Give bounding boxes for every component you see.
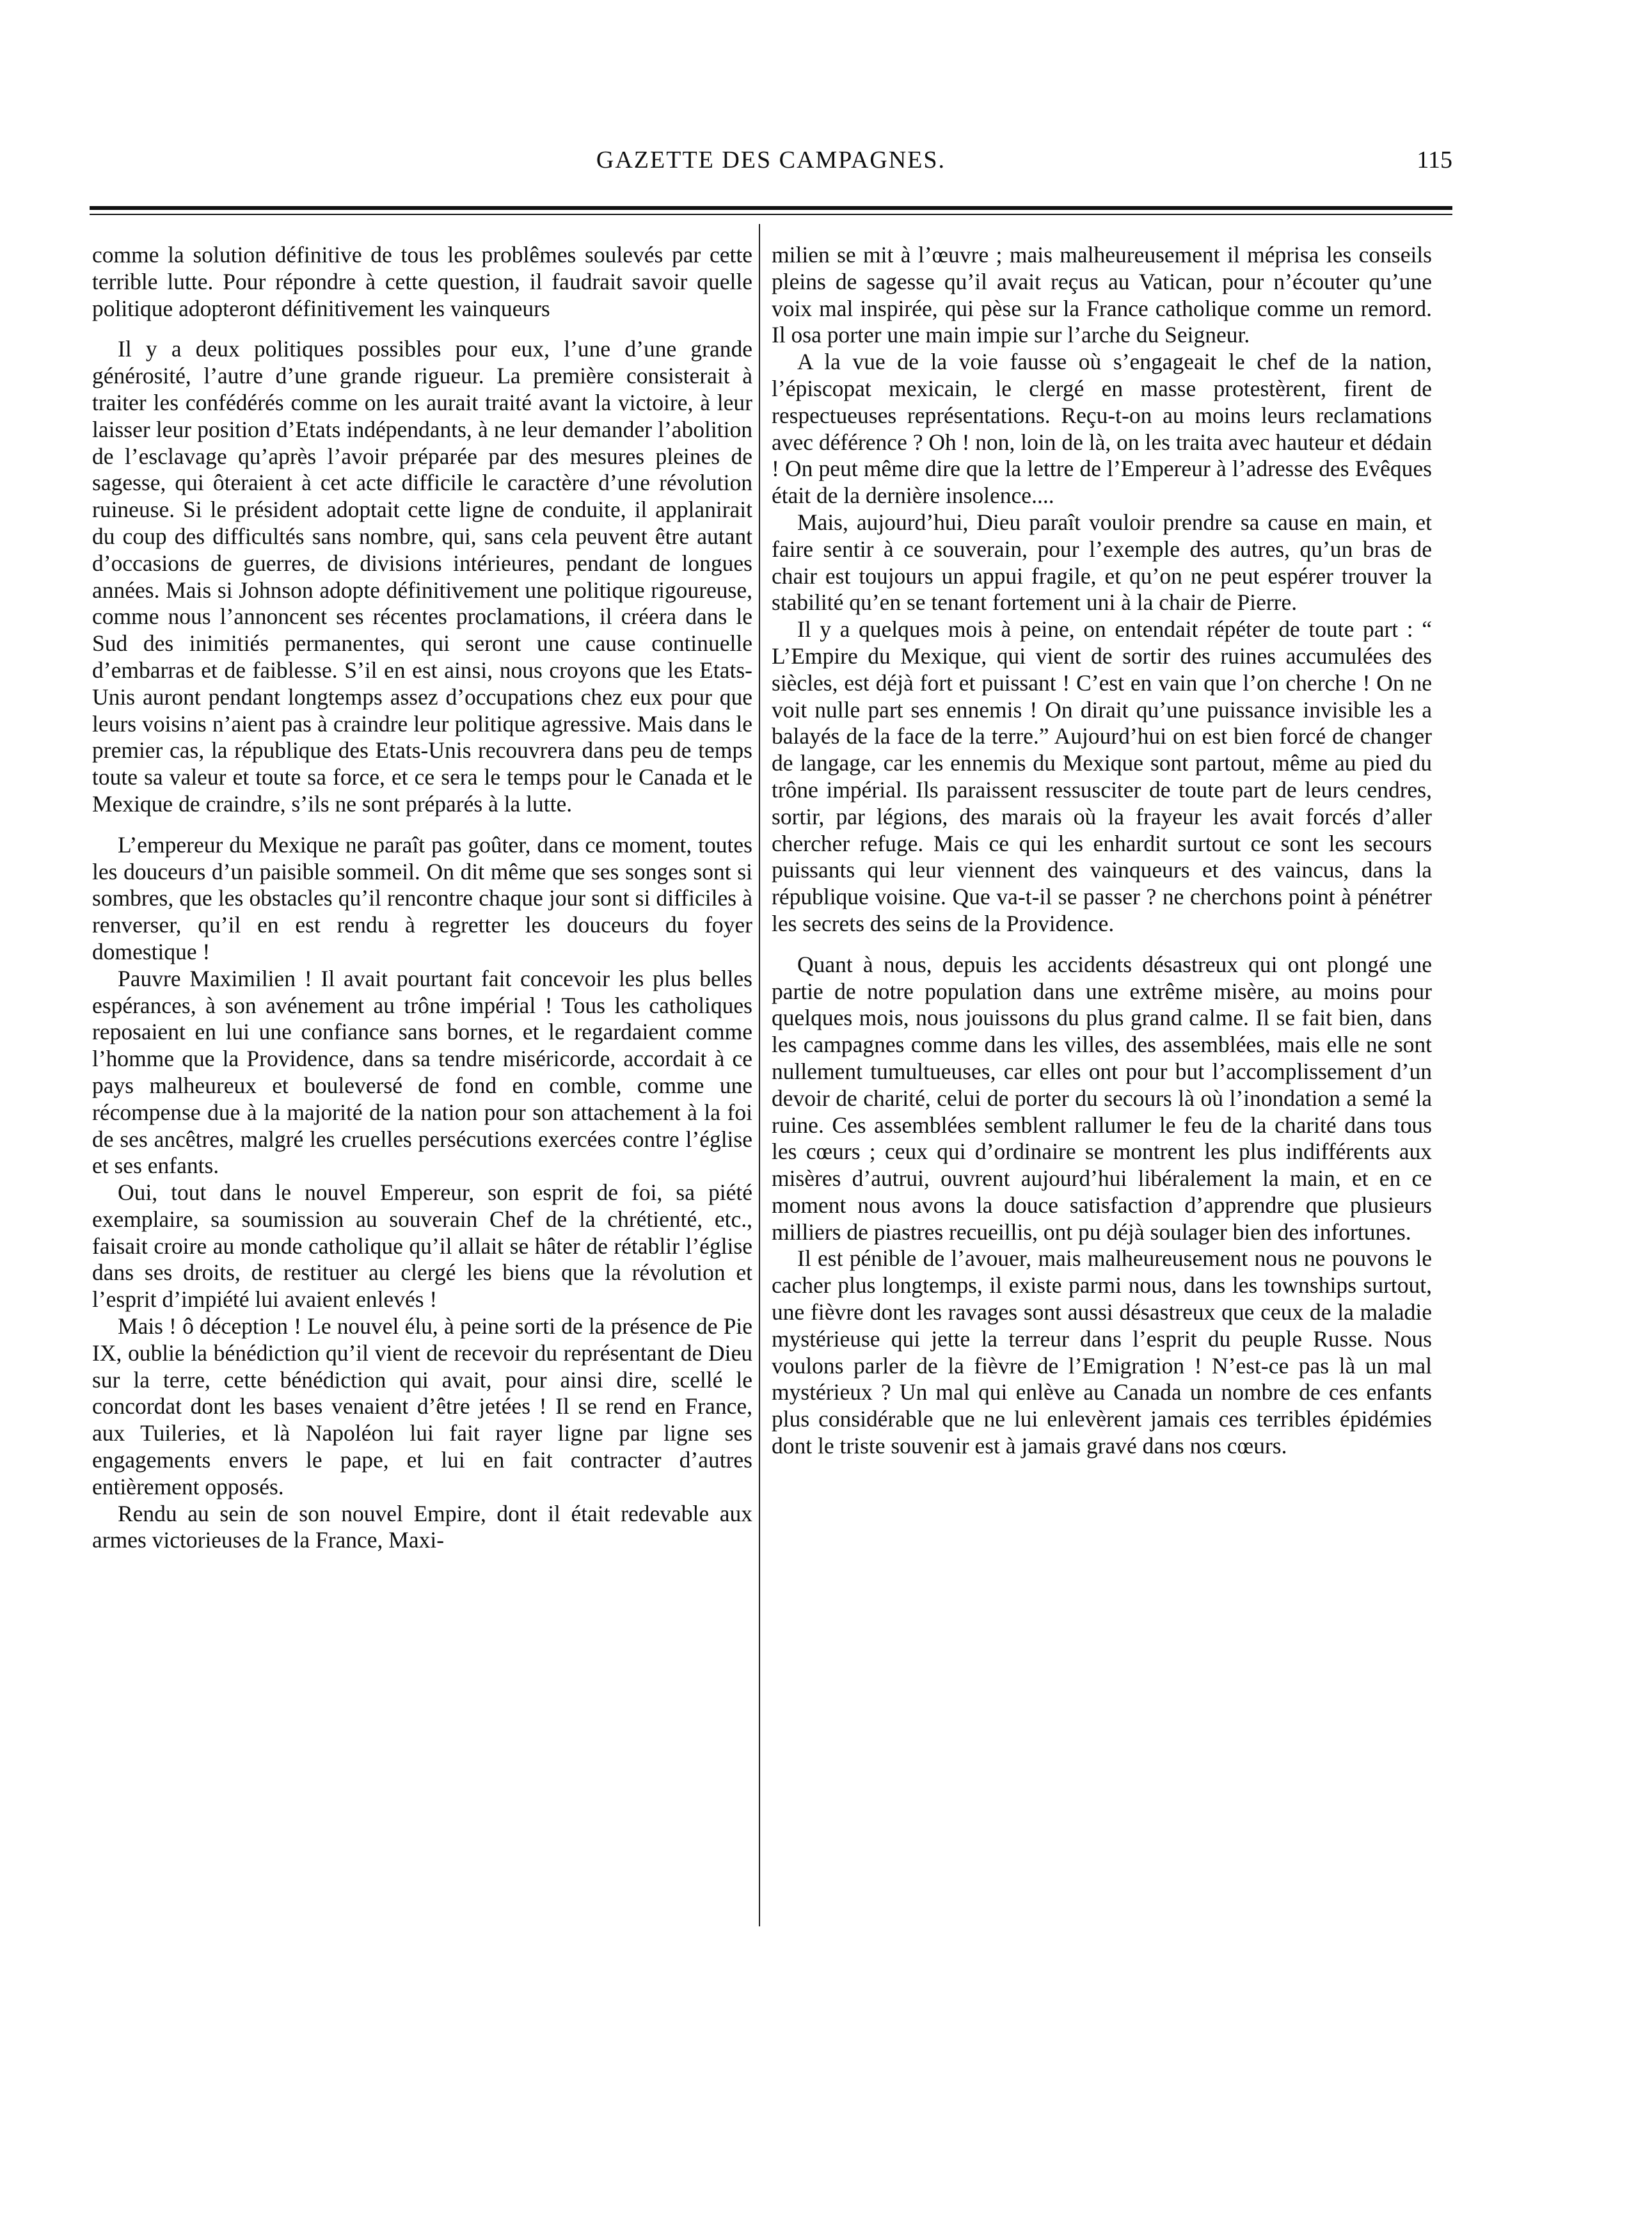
- paragraph: Quant à nous, depuis les accidents désastreux qui ont plongé une partie de notre population dans une extrême misère, au moins pour quelques mois, nous jouissons du plus grand calme. Il se fait bien, dans les campagnes comme dans les villes, des assemblées, mais elle ne sont nullement tumultueuses, car elles ont pour but l’accomplissement d’un devoir de charité, celui de porter du secours là où l’inondation a semé la ruine. Ces assemblées semblent rallumer le feu de la charité dans tous les cœurs ; ceux qui d’ordinaire se montrent les plus indifférents aux misères d’autrui, ouvrent aujourd’hui libéralement la main, et en ce moment nous avons la douce satisfaction d’apprendre que plusieurs milliers de piastres recueillis, ont pu déjà soulager bien des infortunes.: [772, 951, 1432, 1245]
- page-header: [90, 146, 1452, 184]
- paragraph: Mais ! ô déception ! Le nouvel élu, à peine sorti de la présence de Pie IX, oublie la bénédiction qu’il vient de recevoir du représentant de Dieu sur la terre, cette bénédiction qui avait, pour ainsi dire, scellé le concordat dont les bases venaient d’être jetées ! Il se rend en France, aux Tuileries, et là Napoléon lui fait rayer ligne par ligne ses engagements envers le pape, et lui en fait contracter d’autres entièrement opposés.: [92, 1313, 752, 1499]
- paragraph: A la vue de la voie fausse où s’engageait le chef de la nation, l’épiscopat mexicain, le clergé en masse protestèrent, firent de respectueuses représentations. Reçu-t-on au moins leurs reclamations avec déférence ? Oh ! non, loin de là, on les traita avec hauteur et dédain ! On peut même dire que la lettre de l’Empereur à l’adresse des Evêques était de la dernière insolence....: [772, 349, 1432, 509]
- paragraph: Rendu au sein de son nouvel Empire, dont il était redevable aux armes victorieuses de la France, Maxi-: [92, 1500, 752, 1553]
- paragraph: Oui, tout dans le nouvel Empereur, son esprit de foi, sa piété exemplaire, sa soumission au souverain Chef de la chrétienté, etc., faisait croire au monde catholique qu’il allait se hâter de rétablir l’église dans ses droits, de restituer au clergé les biens que la révolution et l’esprit d’impiété lui avaient enlevés !: [92, 1179, 752, 1313]
- paragraph: Il y a quelques mois à peine, on entendait répéter de toute part : “ L’Empire du Mexique, qui vient de sortir des ruines accumulées des siècles, est déjà fort et puissant ! C’est en vain que l’on cherche ! On ne voit nulle part ses ennemis ! On dirait qu’une puissance invisible les a balayés de la face de la terre.” Aujourd’hui on est bien forcé de changer de langage, car les ennemis du Mexique sont partout, même au pied du trône impérial. Ils paraissent ressusciter de toute part de leurs cendres, sortir, par légions, des marais où la frayeur les avait forcés d’aller chercher refuge. Mais ce qui les enhardit surtout ce sont les secours puissants qui leur viennent des vainqueurs et des vaincus, dans la république voisine. Que va-t-il se passer ? ne cherchons point à pénétrer les secrets des seins de la Providence.: [772, 616, 1432, 936]
- running-title: GAZETTE DES CAMPAGNES.: [596, 147, 946, 173]
- header-rule-thin: [90, 214, 1452, 215]
- paragraph: Mais, aujourd’hui, Dieu paraît vouloir prendre sa cause en main, et faire sentir à ce souverain, pour l’exemple des autres, qu’un bras de chair est toujours un appui fragile, et qu’on ne peut espérer trouver la stabilité qu’en se tenant fortement uni à la chair de Pierre.: [772, 509, 1432, 616]
- left-column: [92, 242, 752, 1554]
- paragraph: L’empereur du Mexique ne paraît pas goûter, dans ce moment, toutes les douceurs d’un paisible sommeil. On dit même que ses songes sont si sombres, que les obstacles qu’il rencontre chaque jour sont si difficiles à renverser, qu’il en est rendu à regretter les douceurs du foyer domestique !: [92, 831, 752, 964]
- page-number: 115: [1417, 147, 1452, 173]
- paragraph: Il y a deux politiques possibles pour eux, l’une d’une grande générosité, l’autre d’une grande rigueur. La première consisterait à traiter les confédérés comme on les aurait traité avant la victoire, à leur laisser leur position d’Etats indépendants, à ne leur demander l’abolition de l’esclavage qu’après l’avoir préparée par des mesures pleines de sagesse, qui ôteraient à cet acte difficile le caractère d’une révolution ruineuse. Si le président adoptait cette ligne de conduite, il applanirait du coup des difficultés sans nombre, qui, sans cela peuvent être autant d’occasions de guerres, de divisions intérieures, pendant de longues années. Mais si Johnson adopte définitivement une politique rigoureuse, comme nous l’annoncent ses récentes proclamations, il créera dans le Sud des inimitiés permanentes, qui seront une cause continuelle d’embarras et de faiblesse. S’il en est ainsi, nous croyons que les Etats-Unis auront pendant longtemps assez d’occupations chez eux pour que leurs voisins n’aient pas à craindre leur politique agressive. Mais dans le premier cas, la république des Etats-Unis recouvrera dans peu de temps toute sa valeur et toute sa force, et ce sera le temps pour le Canada et le Mexique de craindre, s’ils ne sont préparés à la lutte.: [92, 336, 752, 817]
- header-rule-thick: [90, 206, 1452, 210]
- paragraph: milien se mit à l’œuvre ; mais malheureusement il méprisa les conseils pleins de sagesse qu’il avait reçus au Vatican, pour n’écouter qu’une voix mal inspirée, qui pèse sur la France catholique comme un remord. Il osa porter une main impie sur l’arche du Seigneur.: [772, 242, 1432, 348]
- right-column: [772, 242, 1432, 1460]
- paragraph: comme la solution définitive de tous les problêmes soulevés par cette terrible lutte. Pour répondre à cette question, il faudrait savoir quelle politique adopteront définitivement les vainqueurs: [92, 242, 752, 321]
- column-divider: [759, 224, 760, 1926]
- paragraph: Pauvre Maximilien ! Il avait pourtant fait concevoir les plus belles espérances, à son avénement au trône impérial ! Tous les catholiques reposaient en lui une confiance sans bornes, et le regardaient comme l’homme que la Providence, dans sa tendre miséricorde, accordait à ce pays malheureux et bouleversé de fond en comble, comme une récompense due à la majorité de la nation pour son attachement à la foi de ses ancêtres, malgré les cruelles persécutions exercées contre l’église et ses enfants.: [92, 965, 752, 1179]
- paragraph: Il est pénible de l’avouer, mais malheureusement nous ne pouvons le cacher plus longtemps, il existe parmi nous, dans les townships surtout, une fièvre dont les ravages sont aussi désastreux que ceux de la maladie mystérieuse qui jette la terreur dans l’esprit du peuple Russe. Nous voulons parler de la fièvre de l’Emigration ! N’est-ce pas là un mal mystérieux ? Un mal qui enlève au Canada un nombre de ces enfants plus considérable que ne lui enlevèrent jamais ces terribles épidémies dont le triste souvenir est à jamais gravé dans nos cœurs.: [772, 1245, 1432, 1459]
